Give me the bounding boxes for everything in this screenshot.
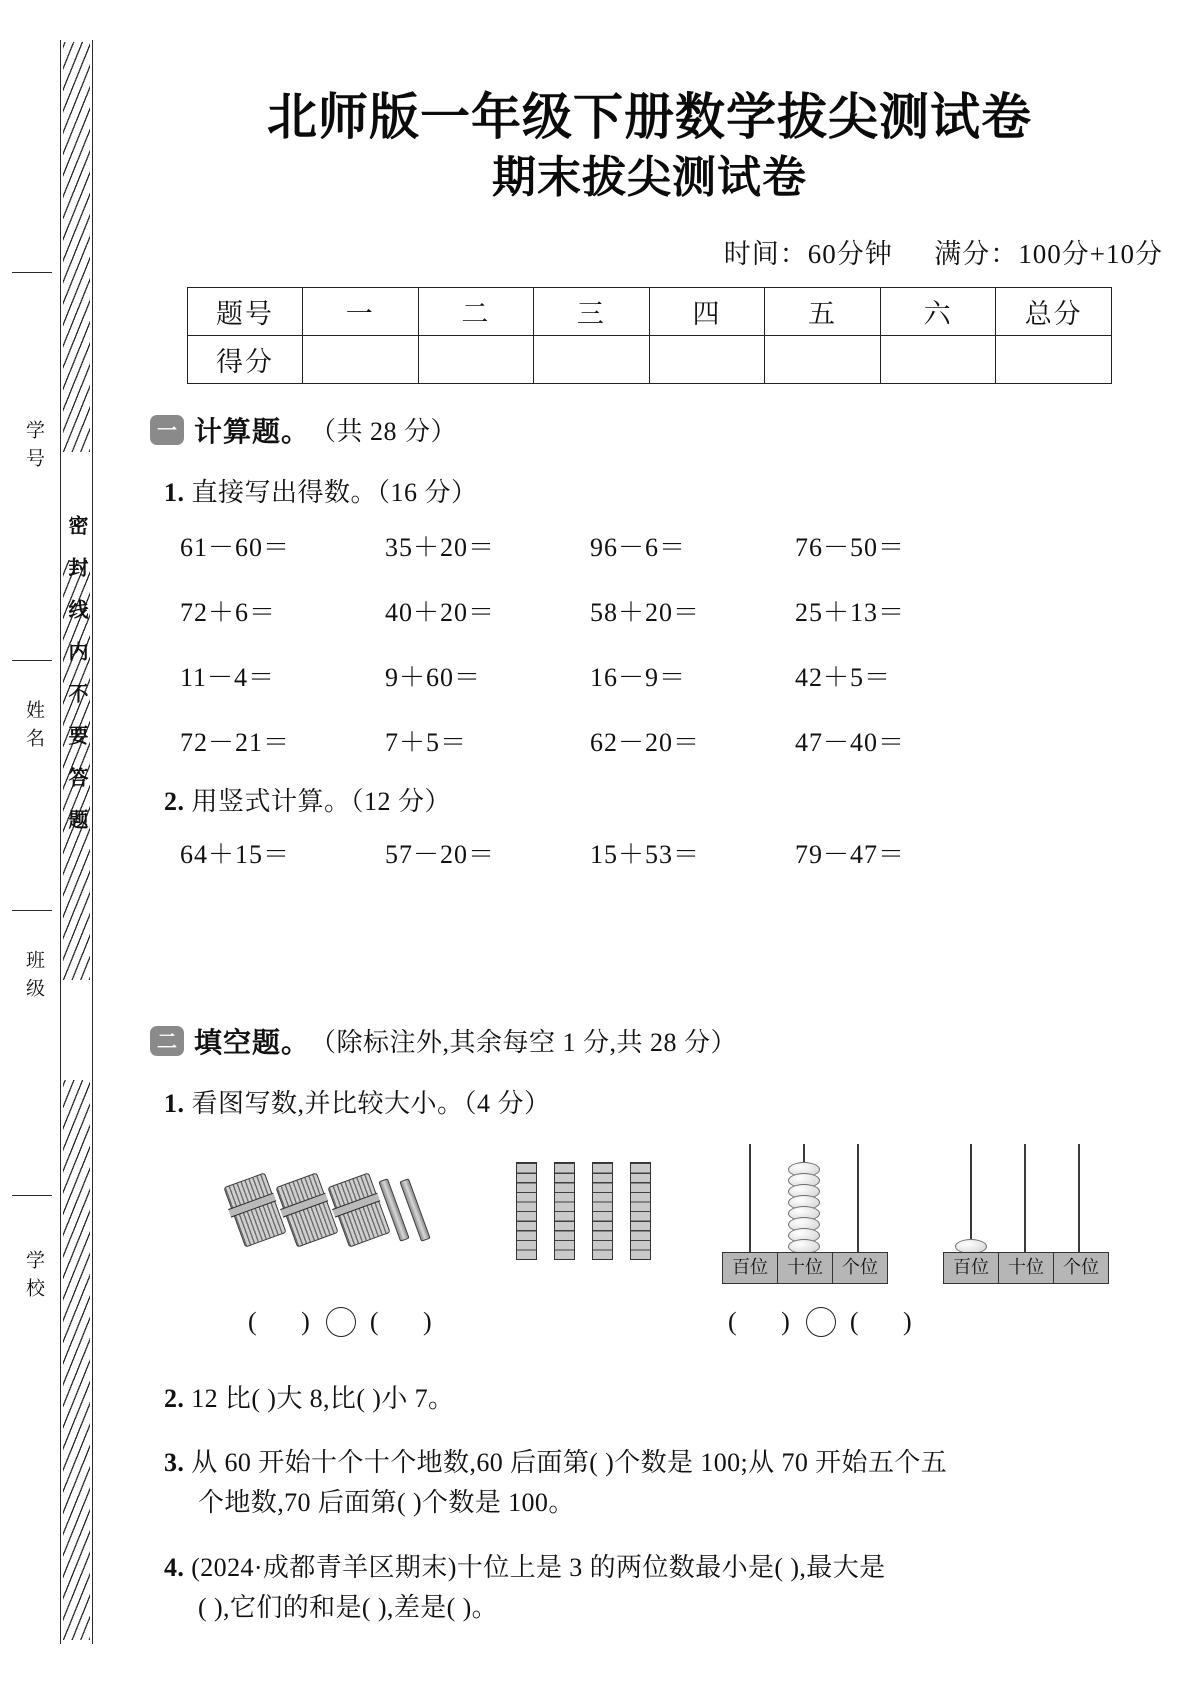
calc-problem[interactable]: 76－50＝ — [795, 532, 906, 562]
seal-line-text: 密封线内不要答题 — [65, 515, 87, 851]
compare-circle-icon[interactable] — [806, 1307, 836, 1337]
margin-label-name: 姓名 — [23, 700, 44, 756]
place-label-hundreds: 百位 — [723, 1253, 778, 1283]
margin-writing-line-4 — [12, 1195, 52, 1196]
exam-meta — [108, 232, 1191, 271]
calc-problem[interactable]: 40＋20＝ — [385, 597, 496, 627]
calc-problem[interactable]: 72－21＝ — [180, 727, 291, 757]
section-one-q1-prompt — [164, 472, 1191, 509]
section-two-title: 填空题。 — [194, 1025, 311, 1059]
abacus-base-left — [722, 1252, 888, 1284]
ten-rod-icon — [516, 1162, 537, 1260]
margin-writing-line-1 — [12, 272, 52, 273]
score-table-header-cell: 题号 — [188, 287, 303, 335]
margin-label-school: 学校 — [23, 1250, 44, 1306]
abacus-rod-hundreds — [749, 1144, 751, 1252]
abacus-rod-ones — [857, 1144, 859, 1252]
vertical-calc-problem[interactable]: 57－20＝ — [385, 839, 496, 869]
ten-rod-icon — [630, 1162, 651, 1260]
s2q3-text-line2[interactable]: 个地数,70 后面第( )个数是 100。 — [198, 1488, 575, 1518]
place-label-ones: 个位 — [1063, 1256, 1099, 1278]
s2q4-text-line1[interactable]: (2024·成都青羊区期末)十位上是 3 的两位数最小是( ),最大是 — [191, 1552, 886, 1582]
margin-label-class: 班级 — [23, 950, 44, 1006]
section-one-badge: 一 — [150, 415, 184, 445]
calc-problem[interactable]: 35＋20＝ — [385, 532, 496, 562]
calc-problem[interactable]: 16－9＝ — [590, 662, 687, 692]
section-one-points: （共 28 分） — [310, 417, 458, 447]
section-one-header — [150, 410, 1191, 450]
section-two-q4 — [164, 1548, 1191, 1629]
place-label-tens: 十位 — [778, 1253, 833, 1283]
calc-problem[interactable]: 72＋6＝ — [180, 597, 277, 627]
score-row-header-cell: 得分 — [188, 335, 303, 383]
calc-problem[interactable]: 61－60＝ — [180, 532, 291, 562]
q2-label: 2. — [164, 786, 185, 816]
vertical-calc-problem[interactable]: 79－47＝ — [795, 839, 906, 869]
score-table-cell-total: 总分 — [996, 287, 1112, 335]
score-table-cell-1: 一 — [303, 287, 419, 335]
section-two-q3 — [164, 1443, 1191, 1524]
margin-rule-inner — [92, 40, 93, 1644]
calc-problem[interactable]: 7＋5＝ — [385, 727, 468, 757]
section-two-header — [150, 1021, 1191, 1061]
ten-rod-icon — [592, 1162, 613, 1260]
stick-bundle-icon — [223, 1172, 286, 1247]
score-table-cell-4: 四 — [649, 287, 765, 335]
left-margin-strip — [0, 0, 108, 1684]
section-one-q2-prompt — [164, 781, 1191, 818]
score-input-cell-3[interactable] — [534, 335, 650, 383]
calc-problem[interactable]: 11－4＝ — [180, 662, 276, 692]
margin-writing-line-2 — [12, 660, 52, 661]
margin-label-student-id: 学号 — [23, 420, 44, 476]
section-two-points: （除标注外,其余每空 1 分,共 28 分） — [310, 1028, 738, 1058]
score-table-cell-2: 二 — [418, 287, 534, 335]
comparison-answer-row — [108, 1307, 1191, 1355]
answer-blank[interactable]: ( ) — [849, 1306, 914, 1336]
score-input-cell-6[interactable] — [880, 335, 996, 383]
section-two-q2 — [164, 1379, 1191, 1419]
section-two-badge: 二 — [150, 1026, 184, 1056]
place-value-illustration-row — [108, 1140, 1191, 1305]
place-label-ones: 个位 — [842, 1256, 878, 1278]
comparison-group-right — [728, 1307, 914, 1337]
margin-rule-outer — [60, 40, 61, 1644]
table-row-scores — [188, 335, 1112, 383]
stick-bundles-group — [233, 1178, 427, 1242]
answer-blank[interactable]: ( ) — [369, 1306, 434, 1336]
score-input-cell-4[interactable] — [649, 335, 765, 383]
abacus-rod-hundreds — [970, 1144, 972, 1252]
section-one-title: 计算题。 — [194, 414, 311, 448]
ten-rod-icon — [554, 1162, 575, 1260]
vertical-calc-problem[interactable]: 64＋15＝ — [180, 839, 291, 869]
s2q1-label: 1. — [164, 1088, 185, 1118]
score-table-cell-6: 六 — [880, 287, 996, 335]
vertical-calc-problem[interactable]: 15＋53＝ — [590, 839, 701, 869]
full-score-label: 满分：100分+10分 — [934, 238, 1163, 269]
s2q3-text-line1[interactable]: 从 60 开始十个十个地数,60 后面第( )个数是 100;从 70 开始五个五 — [191, 1447, 948, 1477]
score-table-cell-3: 三 — [534, 287, 650, 335]
abacus-rod-tens — [1024, 1144, 1026, 1252]
compare-circle-icon[interactable] — [326, 1307, 356, 1337]
comparison-group-left — [248, 1307, 434, 1337]
time-label: 时间：60分钟 — [723, 238, 893, 269]
score-input-cell-total[interactable] — [996, 335, 1112, 383]
place-label-tens: 十位 — [999, 1253, 1054, 1283]
calc-problem[interactable]: 47－40＝ — [795, 727, 906, 757]
page-title: 北师版一年级下册数学拔尖测试卷 — [267, 87, 1032, 146]
score-input-cell-5[interactable] — [765, 335, 881, 383]
q1-text: 直接写出得数。（16 分） — [191, 477, 478, 507]
exam-page — [108, 0, 1191, 1684]
calc-problem[interactable]: 9＋60＝ — [385, 662, 482, 692]
page-subtitle: 期末拔尖测试卷 — [492, 151, 807, 203]
calc-problem[interactable]: 25＋13＝ — [795, 597, 906, 627]
s2q4-text-line2[interactable]: ( ),它们的和是( ),差是( )。 — [198, 1592, 499, 1622]
s2q4-label: 4. — [164, 1552, 185, 1582]
mental-arithmetic-grid — [180, 527, 1120, 759]
s2q3-label: 3. — [164, 1447, 185, 1477]
score-input-cell-2[interactable] — [418, 335, 534, 383]
s2q2-label: 2. — [164, 1383, 185, 1413]
place-label-hundreds: 百位 — [944, 1253, 999, 1283]
calc-problem[interactable]: 62－20＝ — [590, 727, 701, 757]
score-table-cell-5: 五 — [765, 287, 881, 335]
answer-blank[interactable]: ( ) — [728, 1306, 792, 1336]
margin-hatch-bottom — [63, 1080, 90, 1640]
answer-blank[interactable]: ( ) — [248, 1306, 312, 1336]
q2-text: 用竖式计算。（12 分） — [191, 786, 452, 816]
calc-problem[interactable]: 42＋5＝ — [795, 662, 892, 692]
calc-problem[interactable]: 58＋20＝ — [590, 597, 701, 627]
section-two-q1-prompt — [164, 1083, 1191, 1120]
ten-rods-group — [516, 1162, 664, 1260]
margin-writing-line-3 — [12, 910, 52, 911]
q1-label: 1. — [164, 477, 185, 507]
abacus-rod-ones — [1078, 1144, 1080, 1252]
s2q2-text[interactable]: 12 比( )大 8,比( )小 7。 — [191, 1383, 455, 1413]
vertical-arithmetic-grid — [180, 834, 1120, 871]
score-input-cell-1[interactable] — [303, 335, 419, 383]
s2q1-text: 看图写数,并比较大小。（4 分） — [191, 1088, 551, 1118]
margin-hatch-top — [63, 42, 90, 452]
stick-bundle-icon — [275, 1172, 338, 1247]
score-table — [187, 287, 1112, 384]
table-row-question-numbers — [188, 287, 1112, 335]
calc-problem[interactable]: 96－6＝ — [590, 532, 687, 562]
abacus-base-right — [943, 1252, 1109, 1284]
